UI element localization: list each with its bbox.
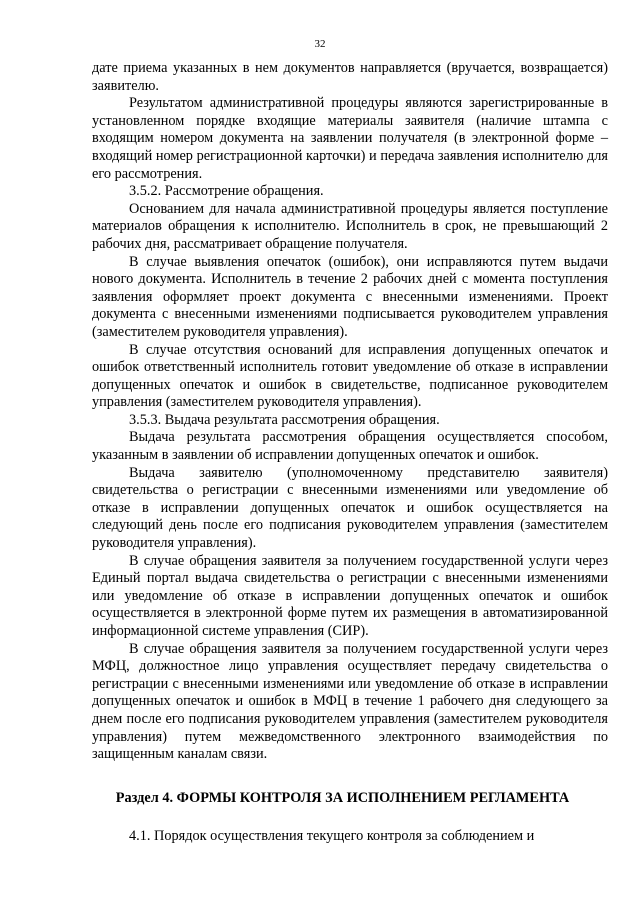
subsection-title: 3.5.2. Рассмотрение обращения. <box>129 183 324 200</box>
paragraph: дате приема указанных в нем документов направляется (вручается, возвращается) заявителю. <box>92 60 608 94</box>
section-heading: Раздел 4. ФОРМЫ КОНТРОЛЯ ЗА ИСПОЛНЕНИЕМ РЕГЛАМЕНТА <box>115 789 570 806</box>
paragraph: Выдача результата рассмотрения обращения осуществляется способом, указанным в заявлении об исправлении допущенных опечаток и ошибок. <box>92 429 608 464</box>
subsection-title: 3.5.3. Выдача результата рассмотрения обращения. <box>129 411 440 428</box>
paragraph: В случае выявления опечаток (ошибок), они исправляются путем выдачи нового документа. Исполнитель в течение 2 рабочих дней с момента поступления заявления оформляет проект документа с внесенными изменениями. Проект документа с внесенными изменениями подписывается руководителем управления (заместителем руководителя управления). <box>92 253 608 340</box>
paragraph: 4.1. Порядок осуществления текущего контроля за соблюдением и <box>129 828 535 845</box>
paragraph: В случае обращения заявителя за получением государственной услуги через МФЦ, должностное лицо управления осуществляет передачу свидетельства о регистрации с внесенными изменениями или уведомление об отказе в исправлении допущенных опечаток и ошибок в МФЦ в течение 1 рабочего дня следующего за днем после его подписания руководителем управления (заместителем руководителя управления) путем межведомственного электронного взаимодействия по защищенным каналам связи. <box>92 640 608 763</box>
paragraph: В случае обращения заявителя за получением государственной услуги через Единый портал выдача свидетельства о регистрации с внесенными изменениями или уведомление об отказе в исправлении допущенных опечаток и ошибок осуществляется в электронной форме путем их размещения в автоматизированной информационной системе управления (СИР). <box>92 552 608 639</box>
paragraph: Выдача заявителю (уполномоченному представителю заявителя) свидетельства о регистрации с внесенными изменениями или уведомление об отказе в исправлении допущенных опечаток и ошибок осуществляется на следующий день после его подписания руководителем управления (заместителем руководителя управления). <box>92 464 608 552</box>
document-body <box>92 60 608 846</box>
paragraph: В случае отсутствия оснований для исправления допущенных опечаток и ошибок ответственный исполнитель готовит уведомление об отказе в исправлении допущенных опечаток и ошибок в свидетельстве, подписанное руководителем управления (заместителем руководителя управления). <box>92 341 608 411</box>
paragraph: Результатом административной процедуры являются зарегистрированные в установленном порядке входящие материалы заявителя (наличие штампа с входящим номером документа на заявлении получателя (в электронной форме – входящий номер регистрационной карточки) и передача заявления исполнителю для его рассмотрения. <box>92 95 608 182</box>
paragraph: Основанием для начала административной процедуры является поступление материалов обращения к исполнителю. Исполнитель в срок, не превышающий 2 рабочих дня, рассматривает обращение получателя. <box>92 200 608 252</box>
page-number: 32 <box>314 38 326 50</box>
